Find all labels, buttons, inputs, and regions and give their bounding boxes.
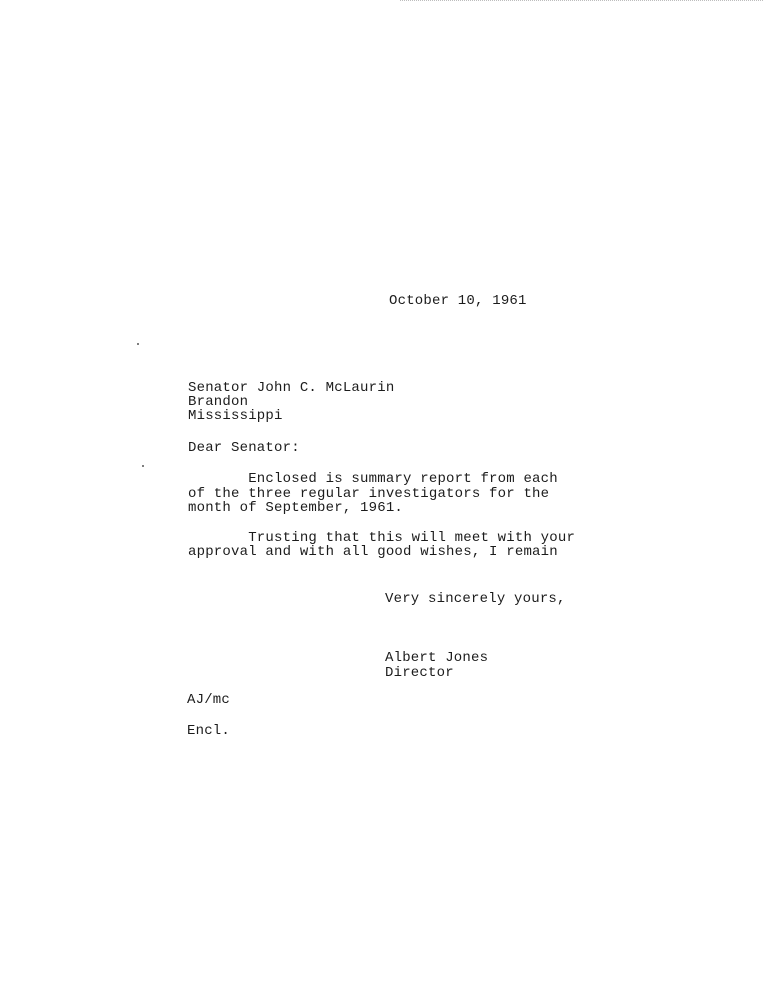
- signer-title: Director: [385, 665, 454, 681]
- salutation: Dear Senator:: [188, 440, 300, 456]
- recipient-state: Mississippi: [188, 408, 283, 424]
- enclosure-notation: Encl.: [187, 723, 231, 739]
- scan-speck: [142, 465, 144, 467]
- signer-name: Albert Jones: [385, 650, 489, 666]
- reference-initials: AJ/mc: [187, 692, 231, 708]
- recipient-name: Senator John C. McLaurin: [188, 380, 395, 396]
- paragraph-1-line-2: of the three regular investigators for the: [188, 486, 550, 502]
- paragraph-2-line-2: approval and with all good wishes, I remain: [188, 544, 558, 560]
- letter-date: October 10, 1961: [389, 293, 527, 309]
- scan-speck: [137, 343, 139, 345]
- paragraph-1-line-1: Enclosed is summary report from each: [188, 471, 558, 487]
- top-edge-rule: [400, 0, 763, 2]
- recipient-city: Brandon: [188, 394, 249, 410]
- paragraph-2-line-1: Trusting that this will meet with your: [188, 530, 576, 546]
- paragraph-1-line-3: month of September, 1961.: [188, 500, 404, 516]
- closing: Very sincerely yours,: [385, 591, 566, 607]
